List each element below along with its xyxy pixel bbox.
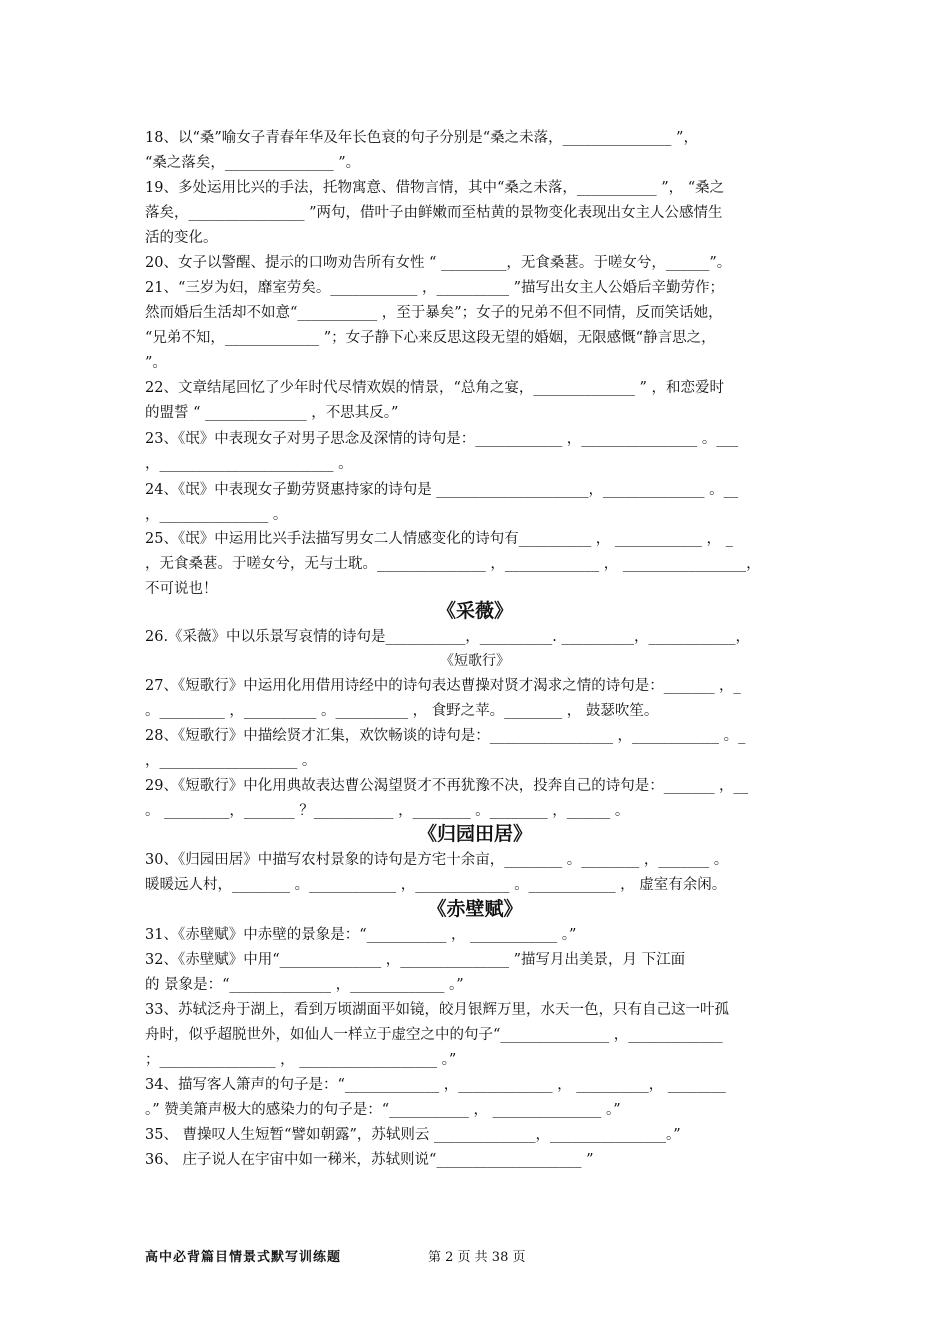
section-title-chibifu: 《赤壁赋》 [427, 898, 523, 920]
question-19-line-1: 19、多处运用比兴的手法，托物寓意、借物言情，其中“桑之未落，___________ ”， “桑之 [145, 180, 725, 196]
question-21-line-3: “兄弟不知，_____________ ”；女子静下心来反思这段无望的婚姻，无限感慨“静言思之， [145, 330, 716, 346]
question-25-line-1: 25、《氓》中运用比兴手法描写男女二人情感变化的诗句有__________ ， ____________ ， _ [145, 531, 733, 547]
question-34-line-1: 34、描写客人箫声的句子是：“_____________ ，_____________ ， __________， ________ [145, 1077, 726, 1093]
question-21-line-4: ”。 [145, 355, 167, 371]
question-19-line-3: 活的变化。 [145, 230, 218, 246]
question-22-line-1: 22、文章结尾回忆了少年时代尽情欢娱的情景，“总角之宴，______________ ” ，和恋爱时 [145, 380, 724, 396]
question-35-line: 35、 曹操叹人生短暂“譬如朝露”，苏轼则云 ______________，________________。” [145, 1127, 681, 1143]
question-25-line-3: 不可说也！ [145, 581, 218, 597]
question-23-line-2: ，________________________ 。 [145, 456, 353, 472]
question-19-line-2: 落矣，________________ ”两句，借叶子由鲜嫩而至枯黄的景物变化表现出女主人公感情生 [145, 205, 723, 221]
question-20-line: 20、女子以警醒、提示的口吻劝告所有女性 “ _________，无食桑葚。于嗟女兮，______”。 [145, 255, 732, 271]
question-30-line-1: 30、《归园田居》中描写农村景象的诗句是方宅十余亩，________ 。________ ，_______ 。 [145, 852, 729, 868]
question-21-line-1: 21、“三岁为妇，靡室劳矣。____________ ，__________ ”描写出女主人公婚后辛勤劳作； [145, 280, 724, 296]
question-30-line-2: 暖暖远人村，________ 。____________ ，_____________ 。____________ ， 虚室有余闲。 [145, 877, 727, 893]
question-31-line: 31、《赤壁赋》中赤壁的景象是：“___________ ， ____________ 。” [145, 927, 577, 943]
section-title-guiyuantianju: 《归园田居》 [417, 823, 532, 845]
question-33-line-3: ；________________ ， ___________________ 。” [145, 1052, 457, 1068]
question-33-line-2: 舟时，似乎超脱世外，如仙人一样立于虚空之中的句子“_______________ ，_____________ [145, 1027, 723, 1043]
question-34-line-2: 。” 赞美箫声极大的感染力的句子是：“___________ ， _______________ 。” [145, 1102, 621, 1118]
question-23-line-1: 23、《氓》中表现女子对男子思念及深情的诗句是：____________ ，________________ 。___ [145, 431, 739, 447]
section-title-caiwei: 《采薇》 [436, 600, 513, 622]
question-24-line-1: 24、《氓》中表现女子勤劳贤惠持家的诗句是 _____________________，______________ 。__ [145, 482, 739, 498]
footer-document-title: 高中必背篇目情景式默写训练题 [145, 1250, 342, 1265]
question-18-line-2: “桑之落矣，_______________ ”。 [145, 155, 361, 171]
question-36-line: 36、 庄子说人在宇宙中如一稊米，苏轼则说“____________________ ” [145, 1152, 594, 1168]
question-25-line-2: ，无食桑葚。于嗟女兮，无与士耽。_______________ ，_____________ ， _________________， [145, 556, 761, 572]
question-22-line-2: 的盟誓 “ ______________ ，不思其反。” [145, 405, 399, 421]
section-title-duangexing: 《短歌行》 [440, 653, 510, 669]
question-24-line-2: ，_______________ 。 [145, 507, 288, 523]
question-28-line-1: 28、《短歌行》中描绘贤才汇集，欢饮畅谈的诗句是：_________________ ，____________ 。_ [145, 728, 746, 744]
question-21-line-2: 然而婚后生活却不如意“___________ ，至于暴矣”；女子的兄弟不但不同情，反而笑话她， [145, 305, 723, 321]
question-29-line-2: 。 _________，_______ ？___________ ，________ 。________ ，______ 。 [145, 803, 630, 819]
question-33-line-1: 33、苏轼泛舟于湖上，看到万顷湖面平如镜，皎月银辉万里，水天一色，只有自己这一叶孤 [145, 1002, 729, 1018]
question-18-line-1: 18、以“桑”喻女子青春年华及年长色衰的句子分别是“桑之未落，_______________ ”， [145, 130, 698, 146]
question-27-line-1: 27、《短歌行》中运用化用借用诗经中的诗句表达曹操对贤才渴求之情的诗句是：_______ ，_ [145, 678, 741, 694]
question-27-line-2: 。_________ ，__________ 。__________ ， 食野之苹。________ ， 鼓瑟吹笙。 [145, 703, 659, 719]
question-32-line-1: 32、《赤壁赋》中用“______________ ，_______________ ”描写月出美景，月 下江面 [145, 952, 686, 968]
question-26-line: 26.《采薇》中以乐景写哀情的诗句是___________，__________. __________，____________， [145, 629, 751, 645]
question-32-line-2: 的 景象是：“______________ ，_____________ 。” [145, 977, 464, 993]
question-29-line-1: 29、《短歌行》中化用典故表达曹公渴望贤才不再犹豫不决，投奔自己的诗句是：_______ ，__ [145, 778, 749, 794]
footer-page-number: 第 2 页 共 38 页 [428, 1250, 526, 1265]
question-28-line-2: ，___________________ 。 [145, 753, 317, 769]
